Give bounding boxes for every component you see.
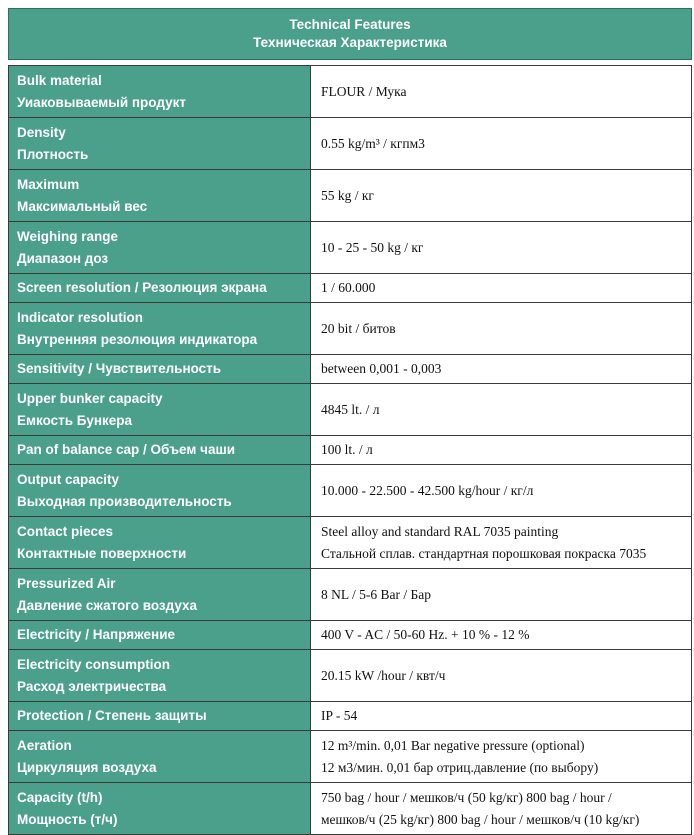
row-value-cell (311, 66, 692, 118)
row-value: 1 / 60.000 (321, 280, 376, 295)
row-value-cell (311, 355, 692, 384)
row-label-cell (9, 650, 311, 702)
row-value: 4845 lt. / л (321, 401, 380, 417)
table-row (9, 274, 692, 303)
table-row (9, 170, 692, 222)
row-label: Диапазон доз (17, 250, 109, 266)
row-label-cell (9, 569, 311, 621)
spec-table (8, 65, 692, 835)
row-label: Capacity (t/h) (17, 789, 103, 805)
row-value-cell (311, 650, 692, 702)
row-label: Electricity / Напряжение (17, 627, 176, 642)
row-label: Output capacity (17, 471, 120, 487)
row-value: IP - 54 (321, 708, 358, 723)
table-row (9, 118, 692, 170)
row-value-cell (311, 517, 692, 569)
row-label: Sensitivity / Чувствительность (17, 361, 222, 376)
row-label: Bulk material (17, 72, 102, 88)
row-label: Выходная производительность (17, 493, 232, 509)
row-value: 100 lt. / л (321, 442, 373, 457)
row-value: 20.15 kW /hour / квт/ч (321, 667, 446, 683)
row-value: мешков/ч (25 kg/кг) 800 bag / hour / мешков/ч (10 kg/кг) (321, 811, 640, 827)
row-value-cell (311, 274, 692, 303)
row-label-cell (9, 66, 311, 118)
row-label-cell (9, 436, 311, 465)
technical-features-sheet (8, 8, 692, 835)
row-label-cell (9, 517, 311, 569)
row-value-cell (311, 118, 692, 170)
row-label: Расход электричества (17, 678, 167, 694)
table-row (9, 702, 692, 731)
row-label-cell (9, 118, 311, 170)
row-value-cell (311, 621, 692, 650)
table-row (9, 650, 692, 702)
row-label: Давление сжатого воздуха (17, 597, 198, 613)
row-value: 10.000 - 22.500 - 42.500 kg/hour / кг/л (321, 482, 534, 498)
row-label-cell (9, 384, 311, 436)
row-value-cell (311, 783, 692, 835)
row-label-cell (9, 702, 311, 731)
row-value-cell (311, 436, 692, 465)
row-label: Maximum (17, 176, 80, 192)
row-label: Aeration (17, 737, 72, 753)
row-value: between 0,001 - 0,003 (321, 361, 442, 376)
row-label: Indicator resolution (17, 309, 144, 325)
table-row (9, 66, 692, 118)
row-label: Мощность (т/ч) (17, 811, 118, 827)
table-row (9, 222, 692, 274)
row-value: Стальной сплав. стандартная порошковая покраска 7035 (321, 545, 647, 561)
table-row (9, 355, 692, 384)
row-label: Уиаковываемый продукт (17, 94, 186, 110)
row-label-cell (9, 274, 311, 303)
row-label: Upper bunker capacity (17, 390, 163, 406)
table-row (9, 621, 692, 650)
row-value: 10 - 25 - 50 kg / кг (321, 239, 424, 255)
row-label: Contact pieces (17, 523, 114, 539)
row-value: 750 bag / hour / мешков/ч (50 kg/кг) 800 bag / hour / (321, 789, 612, 805)
row-label: Screen resolution / Резолюция экрана (17, 280, 267, 295)
table-row (9, 731, 692, 783)
row-value-cell (311, 569, 692, 621)
row-value: 20 bit / битов (321, 320, 396, 336)
row-value: 0.55 kg/m³ / кгпм3 (321, 135, 425, 151)
table-row (9, 303, 692, 355)
header-title-en: Technical Features (289, 17, 411, 32)
row-value: 12 m³/min. 0,01 Bar negative pressure (optional) (321, 737, 585, 753)
row-value: Steel alloy and standard RAL 7035 painting (321, 523, 559, 539)
row-value: 55 kg / кг (321, 187, 374, 203)
row-label-cell (9, 465, 311, 517)
spec-table-body (9, 66, 692, 835)
row-label: Pressurized Air (17, 575, 116, 591)
header-title-ru: Техническая Характеристика (253, 35, 447, 50)
row-label: Циркуляция воздуха (17, 759, 157, 775)
row-value-cell (311, 303, 692, 355)
row-label: Емкость Бункера (17, 412, 133, 428)
row-label: Protection / Степень защиты (17, 708, 207, 723)
table-row (9, 569, 692, 621)
table-row (9, 436, 692, 465)
row-label-cell (9, 222, 311, 274)
row-label: Electricity consumption (17, 656, 171, 672)
row-label: Максимальный вес (17, 198, 148, 214)
row-value-cell (311, 731, 692, 783)
table-row (9, 384, 692, 436)
row-value-cell (311, 465, 692, 517)
row-value-cell (311, 702, 692, 731)
row-label: Pan of balance cap / Объем чаши (17, 442, 236, 457)
row-value: 8 NL / 5-6 Bar / Бар (321, 586, 431, 602)
row-value-cell (311, 222, 692, 274)
table-header (8, 8, 692, 60)
row-value: 12 м3/мин. 0,01 бар отриц.давление (по выбору) (321, 759, 599, 775)
row-label-cell (9, 170, 311, 222)
row-label: Weighing range (17, 228, 119, 244)
row-label-cell (9, 731, 311, 783)
row-value-cell (311, 170, 692, 222)
row-value-cell (311, 384, 692, 436)
row-label-cell (9, 303, 311, 355)
row-label: Density (17, 124, 66, 140)
row-label-cell (9, 783, 311, 835)
row-label-cell (9, 355, 311, 384)
row-value: FLOUR / Мука (321, 83, 407, 99)
table-row (9, 465, 692, 517)
row-label-cell (9, 621, 311, 650)
row-label: Внутренняя резолюция индикатора (17, 331, 258, 347)
row-label: Контактные поверхности (17, 545, 187, 561)
table-row (9, 783, 692, 835)
row-value: 400 V - AC / 50-60 Hz. + 10 % - 12 % (321, 627, 530, 642)
table-row (9, 517, 692, 569)
row-label: Плотность (17, 146, 89, 162)
